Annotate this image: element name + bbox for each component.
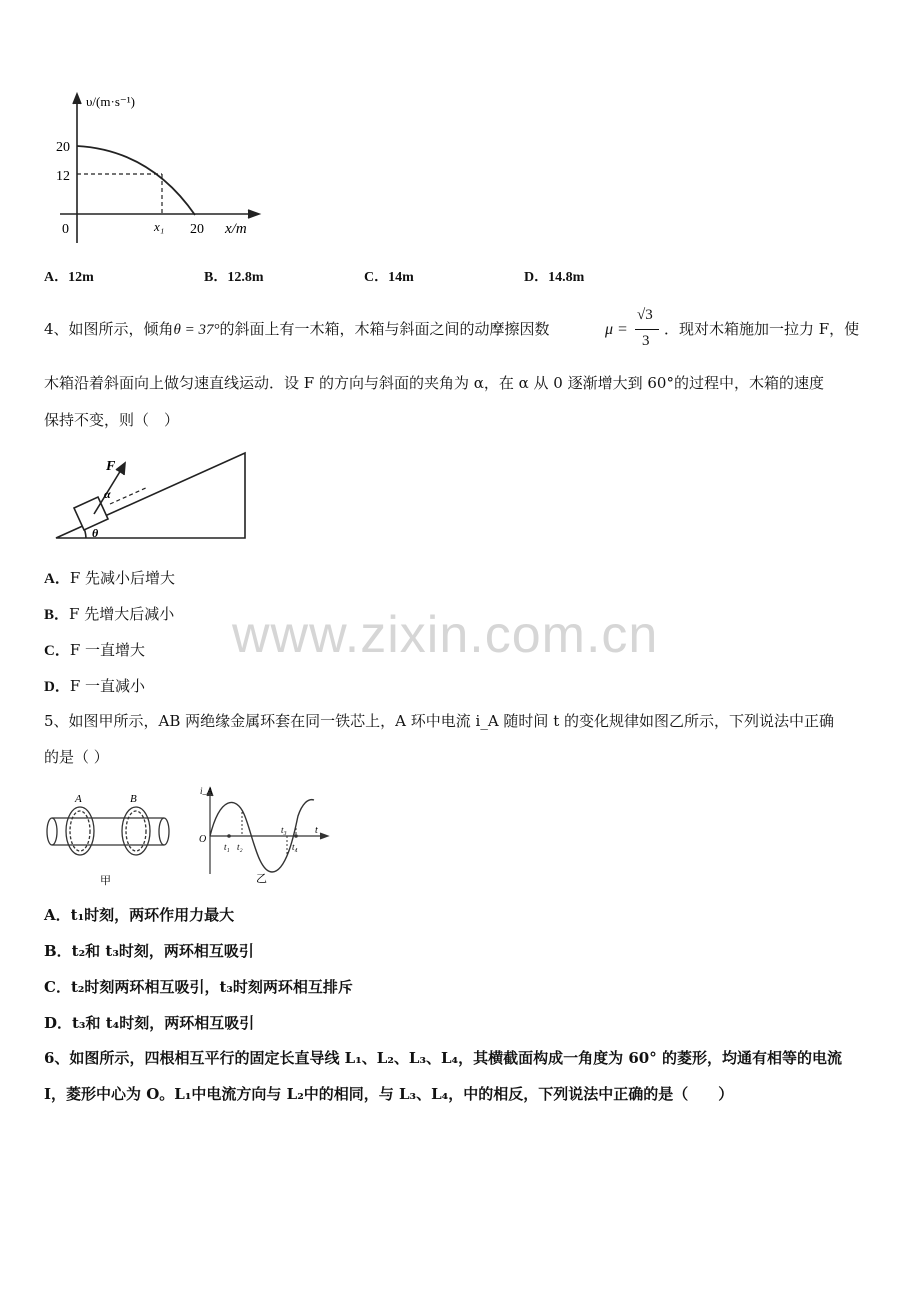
t4-label: t₄ (292, 842, 298, 852)
q4-mu-formula (605, 305, 665, 355)
q4-option-a-letter: A． (44, 571, 70, 587)
q5-option-d[interactable]: D．t₃和 t₄时刻，两环相互吸引 (44, 1014, 255, 1032)
ring-b-label: B (130, 793, 137, 805)
x-tick-20: 20 (190, 222, 204, 237)
x-axis-label: x/m (225, 221, 247, 237)
y-axis-label: υ/(m·s⁻¹) (86, 94, 135, 109)
q3-option-b[interactable]: B．12.8m (204, 270, 264, 285)
q6-stem-line1: 6、如图所示，四根相互平行的固定长直导线 L₁、L₂、L₃、L₄，其横截面构成一角度为 60° 的菱形，均通有相等的电流 (44, 1049, 842, 1067)
q4-option-c-text: F 一直增大 (69, 641, 146, 659)
q4-theta: θ = 37° (173, 322, 220, 338)
force-label: F (106, 459, 116, 474)
q4-option-a-text: F 先减小后增大 (69, 569, 176, 587)
q3-option-c[interactable]: C．14m (364, 270, 414, 285)
t2-label: t₂ (237, 842, 243, 852)
q3-option-a[interactable]: A．12m (44, 270, 94, 285)
q4-mu-numerator: √3 (637, 307, 653, 323)
q4-option-a[interactable] (44, 567, 175, 588)
x-tick-0: 0 (62, 222, 69, 237)
q4-stem-line2: 木箱沿着斜面向上做匀速直线运动．设 F 的方向与斜面的夹角为 α，在 α 从 0 逐渐增大到 60°的过程中，木箱的速度 (44, 374, 824, 392)
watermark: www.zixin.com.cn (232, 606, 659, 664)
q4-stem-line3: 保持不变，则（ ） (44, 411, 180, 429)
origin-label: O (199, 834, 207, 845)
q5-stem-line2: 的是（ ） (44, 748, 109, 766)
q4-option-d[interactable] (44, 675, 145, 696)
q4-option-c-letter: C． (44, 643, 70, 659)
q3-option-d[interactable]: D．14.8m (524, 270, 585, 285)
q4-text-c: ．现对木箱施加一拉力 F，使 (664, 320, 860, 338)
q3-velocity-graph (40, 88, 280, 250)
ring-a-label: A (75, 793, 82, 805)
q4-mu: μ = (605, 321, 628, 338)
ia-label: i_A (200, 786, 213, 796)
q4-option-d-letter: D． (44, 679, 70, 695)
q4-stem-line1 (44, 319, 550, 340)
q5-rings-figure (42, 788, 177, 888)
q4-text-a: 4、如图所示，倾角 (44, 320, 174, 338)
t-axis-label: t (315, 825, 318, 836)
q5-stem-line1: 5、如图甲所示，AB 两绝缘金属环套在同一铁芯上，A 环中电流 i_A 随时间 t 的变化规律如图乙所示，下列说法中正确 (44, 712, 835, 730)
q4-option-d-text: F 一直减小 (69, 677, 146, 695)
q4-option-b[interactable] (44, 603, 174, 624)
q6-stem-line2: I，菱形中心为 O。L₁中电流方向与 L₂中的相同，与 L₃、L₄，中的相反，下列说法中正确的是（ ） (44, 1085, 734, 1103)
y-tick-20: 20 (56, 140, 70, 155)
caption-jia: 甲 (100, 875, 111, 887)
caption-yi: 乙 (256, 873, 267, 885)
alpha-label: α (104, 487, 111, 501)
q5-option-c[interactable]: C．t₂时刻两环相互吸引，t₃时刻两环相互排斥 (44, 978, 353, 996)
q5-option-a[interactable]: A．t₁时刻，两环作用力最大 (44, 906, 235, 924)
q4-mu-denominator: 3 (642, 333, 650, 349)
q4-option-c[interactable] (44, 639, 145, 660)
q4-fraction-bar (635, 329, 659, 330)
y-tick-12: 12 (56, 169, 70, 184)
q5-option-b[interactable]: B．t₂和 t₃时刻，两环相互吸引 (44, 942, 254, 960)
q5-current-graph (196, 784, 336, 888)
x-tick-x1: x₁ (154, 219, 165, 234)
q4-incline-figure (40, 448, 255, 546)
t3-label: t₃ (281, 825, 287, 835)
t1-label: t₁ (224, 842, 230, 852)
q4-option-b-text: F 先增大后减小 (69, 605, 175, 623)
theta-label: θ (92, 526, 99, 540)
q4-text-b: 的斜面上有一木箱，木箱与斜面之间的动摩擦因数 (219, 320, 550, 338)
q4-option-b-letter: B． (44, 607, 70, 623)
